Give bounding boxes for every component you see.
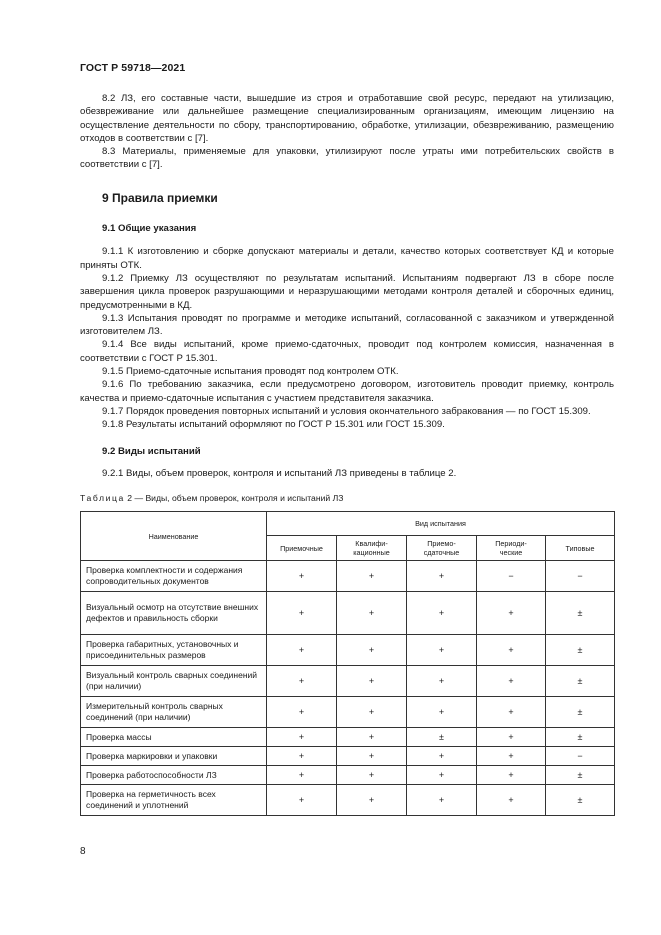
row-mark-cell: + [267, 561, 337, 592]
row-mark-cell: − [546, 561, 615, 592]
paragraph-9-1-2: 9.1.2 Приемку ЛЗ осуществляют по результатам испытаний. Испытаниям подвергают ЛЗ в сборе после завершения цикла проверок разрушающими и неразрушающими методами контроля деталей и сборочных единиц, предусмотренными в КД. [80, 272, 614, 311]
column-header-name: Наименование [81, 512, 267, 561]
row-mark-cell: + [267, 635, 337, 666]
paragraph-8-3: 8.3 Материалы, применяемые для упаковки, утилизируют после утраты ими потребительских свойств в соответствии с [7]. [80, 146, 614, 171]
row-mark-cell: + [337, 697, 407, 728]
row-mark-cell: + [477, 666, 546, 697]
row-name-cell: Проверка маркировки и упаковки [81, 747, 267, 766]
row-mark-cell: + [267, 785, 337, 816]
table-row [81, 747, 615, 766]
row-mark-cell: + [477, 747, 546, 766]
table-row [81, 728, 615, 747]
page-number: 8 [80, 846, 86, 857]
row-mark-cell: + [477, 785, 546, 816]
row-mark-cell: + [477, 728, 546, 747]
table-caption-text: 2 — Виды, объем проверок, контроля и испытаний ЛЗ [124, 493, 344, 504]
column-header-test-type: Приемо- сдаточные [407, 536, 477, 561]
row-name-cell: Проверка комплектности и содержания сопроводительных документов [81, 561, 267, 592]
table-row [81, 697, 615, 728]
row-mark-cell: ± [546, 666, 615, 697]
table-row [81, 635, 615, 666]
table-row [81, 785, 615, 816]
row-mark-cell: ± [546, 697, 615, 728]
row-mark-cell: − [546, 747, 615, 766]
row-mark-cell: + [477, 635, 546, 666]
table-row [81, 766, 615, 785]
row-name-cell: Визуальный осмотр на отсутствие внешних дефектов и правильность сборки [81, 592, 267, 635]
column-header-test-type: Приемочные [267, 536, 337, 561]
table-caption [80, 492, 614, 505]
row-mark-cell: + [477, 766, 546, 785]
row-mark-cell: + [407, 666, 477, 697]
paragraph-9-1-7: 9.1.7 Порядок проведения повторных испытаний и условия окончательного забракования — по ГОСТ 15.309. [102, 405, 591, 417]
section-9-1-heading: 9.1 Общие указания [102, 223, 197, 235]
row-mark-cell: − [477, 561, 546, 592]
paragraph-9-1-8: 9.1.8 Результаты испытаний оформляют по ГОСТ Р 15.301 или ГОСТ 15.309. [102, 419, 445, 431]
row-mark-cell: + [407, 766, 477, 785]
running-header: ГОСТ Р 59718—2021 [80, 62, 186, 74]
row-mark-cell: ± [546, 592, 615, 635]
page-content [80, 92, 614, 816]
row-mark-cell: + [477, 697, 546, 728]
paragraph-9-2-1: 9.2.1 Виды, объем проверок, контроля и испытаний ЛЗ приведены в таблице 2. [102, 467, 457, 479]
row-mark-cell: + [407, 785, 477, 816]
table-row [81, 592, 615, 635]
row-mark-cell: + [267, 666, 337, 697]
row-mark-cell: ± [546, 728, 615, 747]
row-name-cell: Проверка габаритных, установочных и присоединительных размеров [81, 635, 267, 666]
section-9-heading: 9 Правила приемки [102, 190, 218, 205]
table-row [81, 561, 615, 592]
row-mark-cell: + [337, 666, 407, 697]
row-name-cell: Визуальный контроль сварных соединений (при наличии) [81, 666, 267, 697]
paragraph-8-2: 8.2 ЛЗ, его составные части, вышедшие из строя и отработавшие свой ресурс, передают на утилизацию, обезвреживание или дальнейшее размещение специализированным организациям, имеющим лицензию на осуществление деятельности по сбору, транспортированию, обработке, утилизации, обезвреживанию, размещению отходов в соответствии с [7]. [80, 93, 614, 144]
row-mark-cell: ± [546, 766, 615, 785]
row-mark-cell: ± [546, 785, 615, 816]
table-caption-word: Таблица [80, 493, 125, 504]
row-mark-cell: + [407, 697, 477, 728]
column-header-test-type: Периоди- ческие [477, 536, 546, 561]
row-mark-cell: + [267, 592, 337, 635]
row-mark-cell: + [337, 766, 407, 785]
row-mark-cell: + [267, 747, 337, 766]
row-mark-cell: ± [546, 635, 615, 666]
row-mark-cell: + [337, 561, 407, 592]
paragraph-9-1-4: 9.1.4 Все виды испытаний, кроме приемо-сдаточных, проводит под контролем комиссия, назначенная в соответствии с ГОСТ Р 15.301. [80, 339, 614, 364]
row-mark-cell: + [337, 592, 407, 635]
row-mark-cell: + [267, 728, 337, 747]
column-header-test-type: Типовые [546, 536, 615, 561]
row-mark-cell: + [267, 766, 337, 785]
row-mark-cell: ± [407, 728, 477, 747]
row-mark-cell: + [337, 728, 407, 747]
row-mark-cell: + [407, 561, 477, 592]
paragraph-9-1-3: 9.1.3 Испытания проводят по программе и методике испытаний, согласованной с заказчиком и утвержденной изготовителем ЛЗ. [80, 312, 614, 338]
row-name-cell: Проверка массы [81, 728, 267, 747]
row-mark-cell: + [337, 635, 407, 666]
row-mark-cell: + [337, 785, 407, 816]
row-mark-cell: + [477, 592, 546, 635]
paragraph-9-1-1: 9.1.1 К изготовлению и сборке допускают материалы и детали, качество которых соответствует КД и которые приняты ОТК. [80, 246, 614, 271]
paragraph-9-1-6: 9.1.6 По требованию заказчика, если предусмотрено договором, изготовитель проводит приемку, контроль качества и приемо-сдаточные испытания с участием представителя заказчика. [80, 379, 614, 404]
paragraph-9-1-5: 9.1.5 Приемо-сдаточные испытания проводят под контролем ОТК. [102, 366, 399, 378]
row-name-cell: Проверка работоспособности ЛЗ [81, 766, 267, 785]
table-row [81, 666, 615, 697]
row-name-cell: Проверка на герметичность всех соединений и уплотнений [81, 785, 267, 816]
column-group-header: Вид испытания [267, 512, 615, 536]
column-header-test-type: Квалифи- кационные [337, 536, 407, 561]
row-name-cell: Измерительный контроль сварных соединений (при наличии) [81, 697, 267, 728]
row-mark-cell: + [267, 697, 337, 728]
row-mark-cell: + [337, 747, 407, 766]
section-9-2-heading: 9.2 Виды испытаний [102, 445, 201, 457]
row-mark-cell: + [407, 747, 477, 766]
row-mark-cell: + [407, 592, 477, 635]
acceptance-tests-table [80, 511, 615, 816]
row-mark-cell: + [407, 635, 477, 666]
